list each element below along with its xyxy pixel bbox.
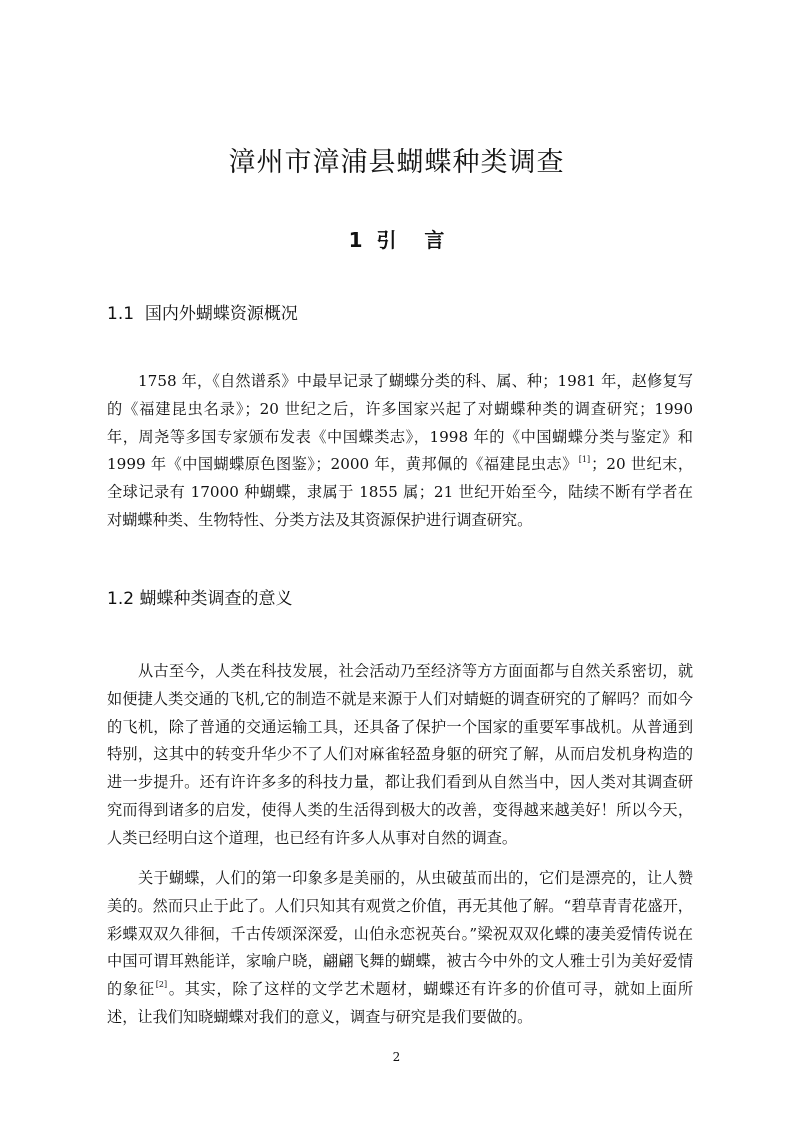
paragraph-resources-overview bbox=[107, 368, 693, 535]
paragraph-text: 1758 年，《自然谱系》中最早记录了蝴蝶分类的科、属、种；1981 年，赵修复写的《福建昆虫名录》；20 世纪之后，许多国家兴起了对蝴蝶种类的调查研究；1990 年，周尧等多国专家颁布发表《中国蝶类志》，1998 年的《中国蝴蝶分类与鉴定》和 1999 年《中国蝴蝶原色图鉴》；2000 年，黄邦佩的《福建昆虫志》 bbox=[107, 372, 693, 474]
citation-marker: [1] bbox=[578, 455, 591, 465]
paragraph-text: ；20 世纪末，全球记录有 17000 种蝴蝶，隶属于 1855 属；21 世纪开始至今，陆续不断有学者在对蝴蝶种类、生物特性、分类方法及其资源保护进行调查研究。 bbox=[107, 455, 694, 529]
paragraph-significance-1: 从古至今，人类在科技发展，社会活动乃至经济等方方面面都与自然关系密切，就如便捷人类交通的飞机,它的制造不就是来源于人们对蜻蜓的调查研究的了解吗？而如今的飞机，除了普通的交通运输工具，还具备了保护一个国家的重要军事战机。从普通到特别，这其中的转变升华少不了人们对麻雀轻盈身躯的研究了解，从而启发机身构造的进一步提升。还有许许多多的科技力量，都让我们看到从自然当中，因人类对其调查研究而得到诸多的启发，使得人类的生活得到极大的改善，变得越来越美好！所以今天，人类已经明白这个道理，也已经有许多人从事对自然的调查。 bbox=[107, 662, 693, 847]
chapter-heading: 1 引 言 bbox=[348, 228, 445, 252]
citation-marker: [2] bbox=[155, 980, 168, 990]
section-heading-1-2: 1.2 蝴蝶种类调查的意义 bbox=[107, 589, 293, 609]
paragraph-significance-2 bbox=[107, 865, 693, 1032]
document-title: 漳州市漳浦县蝴蝶种类调查 bbox=[228, 147, 565, 178]
page-number: 2 bbox=[392, 1050, 401, 1064]
section-heading-1-1: 1.1 国内外蝴蝶资源概况 bbox=[107, 304, 298, 324]
paragraph-text: 。其实，除了这样的文学艺术题材，蝴蝶还有许多的价值可寻，就如上面所述，让我们知晓蝴蝶对我们的意义，调查与研究是我们要做的。 bbox=[107, 980, 694, 1026]
paragraph-text: 关于蝴蝶，人们的第一印象多是美丽的，从虫破茧而出的，它们是漂亮的，让人赞美的。然而只止于此了。人们只知其有观赏之价值，再无其他了解。“碧草青青花盛开，彩蝶双双久徘徊，千古传颂深深爱，山伯永恋祝英台。”梁祝双双化蝶的凄美爱情传说在中国可谓耳熟能详，家喻户晓，翩翩飞舞的蝴蝶，被古今中外的文人雅士引为美好爱情的象征 bbox=[107, 869, 693, 999]
